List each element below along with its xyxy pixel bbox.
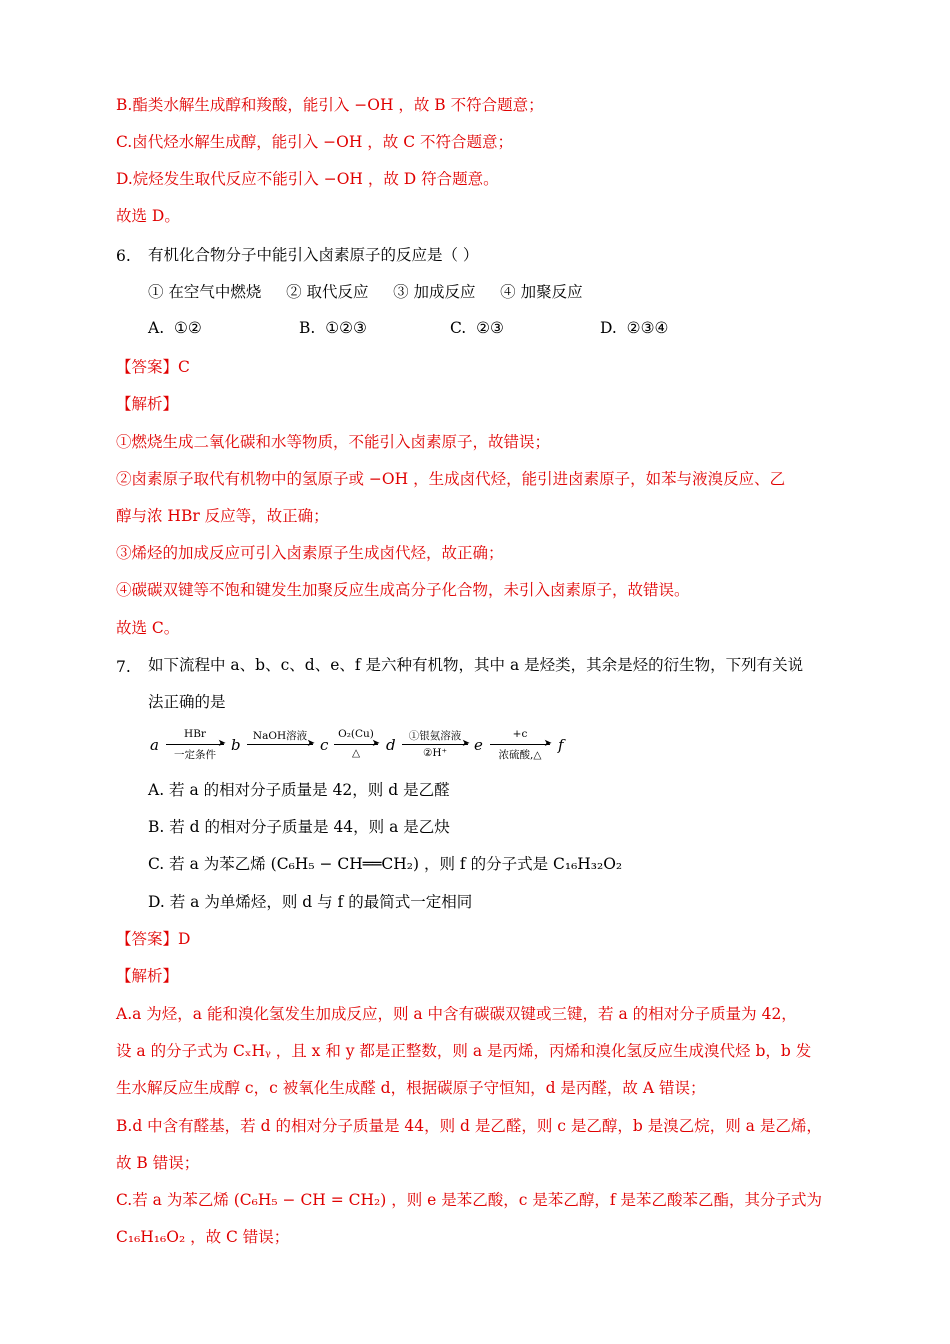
- q7-option-b: B. 若 d 的相对分子质量是 44，则 a 是乙炔: [148, 818, 450, 836]
- arrow-shaft: [247, 744, 313, 745]
- arrow-shaft: [166, 744, 224, 745]
- scheme-arrow-5: [490, 728, 550, 762]
- scheme-node-b: b: [231, 736, 241, 754]
- scheme-arrow-4: [402, 728, 468, 762]
- arrow-condition: 一定条件: [174, 749, 216, 761]
- q7-analysis-title: 【解析】: [116, 967, 179, 985]
- q6-analysis-line: 醇与浓 HBr 反应等，故正确；: [116, 507, 329, 525]
- q6-analysis-line: 故选 C。: [116, 619, 180, 637]
- arrow-condition: △: [351, 747, 361, 759]
- explanation-line-b: B.酯类水解生成醇和羧酸，能引入 −OH ，故 B 不符合题意；: [116, 96, 544, 114]
- q7-analysis-line: 故 B 错误；: [116, 1154, 200, 1172]
- option-label: C.: [450, 319, 467, 337]
- q7-analysis-line: C.若 a 为苯乙烯 (C₆H₅ − CH = CH₂) ，则 e 是苯乙酸，c 是苯乙醇，f 是苯乙酸苯乙酯，其分子式为: [116, 1191, 823, 1209]
- scheme-node-d: d: [386, 736, 396, 754]
- question-7-stem: 如下流程中 a、b、c、d、e、f 是六种有机物，其中 a 是烃类，其余是烃的衍生物，下列有关说: [148, 656, 804, 674]
- question-6-number: 6.: [116, 247, 131, 265]
- arrow-condition: ②H⁺: [422, 747, 448, 759]
- q6-option-d: [600, 319, 668, 337]
- choose-line: 故选 D。: [116, 207, 180, 225]
- option-label: B.: [299, 319, 316, 337]
- arrow-reagent: HBr: [184, 728, 206, 740]
- q7-option-c: C. 若 a 为苯乙烯 (C₆H₅ − CH══CH₂) ，则 f 的分子式是 C₁₆H₃₂O₂: [148, 855, 623, 873]
- q7-option-a: A. 若 a 的相对分子质量是 42，则 d 是乙醛: [148, 781, 450, 799]
- q6-answer: 【答案】C: [116, 358, 190, 376]
- q6-option-b: [299, 319, 367, 337]
- q6-analysis-line: ②卤素原子取代有机物中的氢原子或 −OH ，生成卤代烃，能引进卤素原子，如苯与液溴反应、乙: [116, 470, 786, 488]
- q6-analysis-title: 【解析】: [116, 395, 179, 413]
- reaction-scheme: [148, 728, 588, 762]
- q7-analysis-line: B.d 中含有醛基，若 d 的相对分子质量是 44，则 d 是乙醛，则 c 是乙醇，b 是溴乙烷，则 a 是乙烯，: [116, 1117, 822, 1135]
- arrow-reagent: ①银氨溶液: [408, 730, 462, 742]
- option-text: ②③: [476, 319, 504, 337]
- scheme-arrow-3: [334, 728, 378, 762]
- explanation-line-d: D.烷烃发生取代反应不能引入 −OH ，故 D 符合题意。: [116, 170, 499, 188]
- option-label: A.: [148, 319, 165, 337]
- question-7-number: 7.: [116, 658, 131, 676]
- question-6-stem: 有机化合物分子中能引入卤素原子的反应是（ ）: [148, 246, 479, 264]
- q7-analysis-line: A.a 为烃，a 能和溴化氢发生加成反应，则 a 中含有碳碳双键或三键，若 a 的相对分子质量为 42，: [116, 1005, 797, 1023]
- arrow-head-icon: ➤: [461, 738, 470, 749]
- option-text: ①②③: [325, 319, 367, 337]
- question-7-stem-cont: 法正确的是: [148, 693, 226, 711]
- q7-analysis-line: C₁₆H₁₆O₂ ，故 C 错误；: [116, 1228, 290, 1246]
- scheme-node-c: c: [320, 736, 329, 754]
- arrow-condition: 浓硫酸,△: [498, 749, 542, 761]
- option-label: D.: [600, 319, 617, 337]
- arrow-head-icon: ➤: [306, 738, 315, 749]
- q7-analysis-line: 生水解反应生成醇 c，c 被氧化生成醛 d，根据碳原子守恒知，d 是丙醛，故 A 错误；: [116, 1079, 706, 1097]
- arrow-reagent: +c: [512, 728, 528, 740]
- arrow-reagent: NaOH溶液: [252, 730, 308, 742]
- q6-analysis-line: ①燃烧生成二氧化碳和水等物质，不能引入卤素原子，故错误；: [116, 433, 551, 451]
- q7-option-d: D. 若 a 为单烯烃，则 d 与 f 的最简式一定相同: [148, 893, 473, 911]
- arrow-head-icon: ➤: [371, 738, 380, 749]
- arrow-head-icon: ➤: [543, 738, 552, 749]
- scheme-node-e: e: [474, 736, 483, 754]
- explanation-line-c: C.卤代烃水解生成醇，能引入 −OH ，故 C 不符合题意；: [116, 133, 514, 151]
- arrow-head-icon: ➤: [217, 738, 226, 749]
- q6-option-c: [450, 319, 504, 337]
- q6-option-a: [148, 319, 202, 337]
- q7-answer: 【答案】D: [116, 930, 191, 948]
- option-text: ①②: [173, 319, 202, 337]
- arrow-reagent: O₂(Cu): [338, 728, 374, 740]
- q7-analysis-line: 设 a 的分子式为 CₓHᵧ ，且 x 和 y 都是正整数，则 a 是丙烯，丙烯和溴化氢反应生成溴代烃 b，b 发: [116, 1042, 812, 1060]
- arrow-shaft: [402, 744, 468, 745]
- arrow-shaft: [490, 744, 550, 745]
- question-6-items: ① 在空气中燃烧 ② 取代反应 ③ 加成反应 ④ 加聚反应: [148, 283, 583, 301]
- option-text: ②③④: [626, 319, 669, 337]
- q6-analysis-line: ④碳碳双键等不饱和键发生加聚反应生成高分子化合物，未引入卤素原子，故错误。: [116, 581, 690, 599]
- scheme-arrow-2: [247, 728, 313, 762]
- scheme-node-f: f: [558, 736, 564, 754]
- scheme-arrow-1: [166, 728, 224, 762]
- scheme-node-a: a: [150, 736, 159, 754]
- q6-analysis-line: ③烯烃的加成反应可引入卤素原子生成卤代烃，故正确；: [116, 544, 504, 562]
